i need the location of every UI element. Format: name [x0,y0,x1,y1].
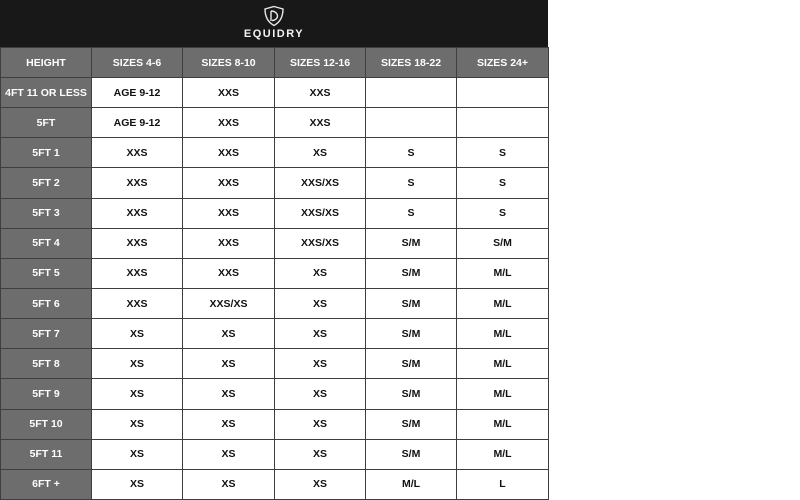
size-cell: M/L [457,288,549,318]
size-cell: XS [275,439,366,469]
table-body [1,78,549,500]
row-height-label: 5FT 6 [1,288,92,318]
header-sizes-4-6: SIZES 4-6 [92,48,183,78]
header-sizes-18-22: SIZES 18-22 [366,48,457,78]
size-cell: XXS [183,228,275,258]
size-cell: XXS/XS [275,228,366,258]
size-cell: XS [183,469,275,499]
size-cell: XS [92,379,183,409]
size-cell: XS [183,319,275,349]
table-row [1,138,549,168]
brand-banner [0,0,548,47]
size-cell: S [457,198,549,228]
size-cell: S [366,138,457,168]
row-height-label: 5FT 7 [1,319,92,349]
header-row [1,48,549,78]
size-cell: AGE 9-12 [92,108,183,138]
table-row [1,469,549,499]
brand-name: EQUIDRY [243,28,305,40]
size-cell: XS [92,469,183,499]
size-cell: XXS [275,108,366,138]
row-height-label: 6FT + [1,469,92,499]
table-row [1,228,549,258]
row-height-label: 5FT 2 [1,168,92,198]
row-height-label: 5FT 9 [1,379,92,409]
size-cell: XS [92,409,183,439]
size-cell: XS [183,439,275,469]
size-cell: S/M [457,228,549,258]
table-row [1,409,549,439]
size-cell: XS [92,319,183,349]
table-row [1,78,549,108]
size-cell: XS [92,439,183,469]
size-cell: XS [92,349,183,379]
size-cell: M/L [457,319,549,349]
size-cell: XS [275,379,366,409]
size-cell: XXS [183,78,275,108]
size-cell: S/M [366,349,457,379]
row-height-label: 5FT 8 [1,349,92,379]
row-height-label: 5FT 4 [1,228,92,258]
size-cell: XXS [183,108,275,138]
row-height-label: 5FT 5 [1,258,92,288]
size-cell: AGE 9-12 [92,78,183,108]
table-row [1,349,549,379]
table-row [1,379,549,409]
equidry-shield-logo-icon [262,5,286,27]
header-sizes-12-16: SIZES 12-16 [275,48,366,78]
size-cell: M/L [457,379,549,409]
header-sizes-24-plus: SIZES 24+ [457,48,549,78]
row-height-label: 4FT 11 OR LESS [1,78,92,108]
table-row [1,168,549,198]
size-cell: S [457,138,549,168]
size-cell: S/M [366,228,457,258]
size-cell: XXS [92,198,183,228]
size-cell: XXS [183,198,275,228]
size-cell: S [366,198,457,228]
size-cell: S/M [366,439,457,469]
table-row [1,288,549,318]
size-cell: XXS/XS [183,288,275,318]
size-cell: M/L [457,439,549,469]
size-cell: M/L [457,258,549,288]
size-cell: XS [183,409,275,439]
size-table [0,47,549,500]
size-cell: S/M [366,409,457,439]
size-cell: XXS [183,138,275,168]
size-cell: XXS [92,168,183,198]
size-cell: M/L [457,349,549,379]
size-cell: XS [275,138,366,168]
size-cell: XS [275,469,366,499]
size-cell: S [366,168,457,198]
size-cell: M/L [457,409,549,439]
row-height-label: 5FT 11 [1,439,92,469]
size-cell [366,78,457,108]
size-cell: S [457,168,549,198]
size-cell: M/L [366,469,457,499]
size-cell: L [457,469,549,499]
size-cell: XXS/XS [275,168,366,198]
size-cell: XXS [92,228,183,258]
size-cell: S/M [366,319,457,349]
size-cell: S/M [366,258,457,288]
row-height-label: 5FT 10 [1,409,92,439]
size-cell: XXS [92,258,183,288]
size-cell: XXS [275,78,366,108]
row-height-label: 5FT 3 [1,198,92,228]
header-height: HEIGHT [1,48,92,78]
size-cell: S/M [366,379,457,409]
size-cell: XXS [183,258,275,288]
row-height-label: 5FT [1,108,92,138]
table-row [1,108,549,138]
size-cell: XS [275,319,366,349]
table-row [1,439,549,469]
size-cell: XXS [183,168,275,198]
size-cell: XXS [92,138,183,168]
table-row [1,258,549,288]
header-sizes-8-10: SIZES 8-10 [183,48,275,78]
size-cell: S/M [366,288,457,318]
size-cell: XS [183,379,275,409]
row-height-label: 5FT 1 [1,138,92,168]
table-row [1,198,549,228]
size-cell: XS [275,349,366,379]
size-cell: XS [183,349,275,379]
size-cell: XXS [92,288,183,318]
size-cell [366,108,457,138]
size-cell: XS [275,258,366,288]
size-cell [457,108,549,138]
size-cell: XS [275,409,366,439]
table-row [1,319,549,349]
size-cell: XXS/XS [275,198,366,228]
size-cell: XS [275,288,366,318]
size-cell [457,78,549,108]
